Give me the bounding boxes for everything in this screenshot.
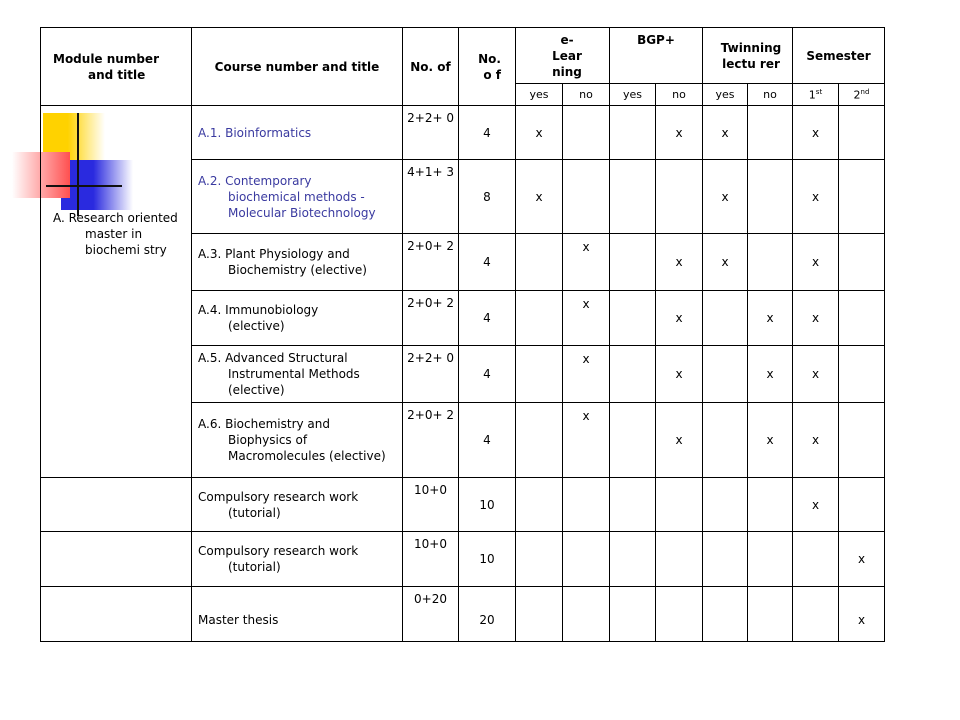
- bgp-no-cell: [656, 160, 703, 234]
- subheader-el-yes: yes: [516, 84, 563, 106]
- el-yes-cell: [516, 291, 563, 346]
- sem1-cell: x: [793, 160, 839, 234]
- empty-cell: [703, 587, 748, 642]
- course-research-1: Compulsory research work (tutorial): [192, 478, 403, 532]
- table-header-row: [41, 28, 885, 84]
- sem1-cell: x: [793, 478, 839, 532]
- header-elearning: e- Lear ning: [516, 28, 610, 84]
- sem1-cell: x: [793, 346, 839, 403]
- hours-a4: 2+0+ 2: [403, 291, 459, 346]
- tw-no-cell: x: [748, 403, 793, 478]
- bgp-no-cell: x: [656, 403, 703, 478]
- empty-cell: [610, 478, 656, 532]
- course-a4: A.4. Immunobiology (elective): [192, 291, 403, 346]
- sem1-cell: x: [793, 403, 839, 478]
- hours-a2: 4+1+ 3: [403, 160, 459, 234]
- bgp-no-cell: x: [656, 234, 703, 291]
- el-yes-cell: [516, 346, 563, 403]
- subheader-sem1: 1st: [793, 84, 839, 106]
- module-a-cell: A. Research oriented master in biochemi stry: [41, 106, 192, 478]
- tw-yes-cell: [703, 346, 748, 403]
- header-no-of-2: No. o f: [459, 28, 516, 106]
- el-no-cell: x: [563, 234, 610, 291]
- hours-research-1: 10+0: [403, 478, 459, 532]
- sem2-cell: [839, 291, 885, 346]
- empty-cell: [516, 532, 563, 587]
- el-no-cell: x: [563, 346, 610, 403]
- subheader-bgp-no: no: [656, 84, 703, 106]
- sem2-cell: x: [839, 532, 885, 587]
- tw-yes-cell: x: [703, 106, 748, 160]
- table-row: [41, 478, 885, 532]
- tw-yes-cell: [703, 291, 748, 346]
- header-bgp: BGP+: [610, 28, 703, 84]
- el-yes-cell: [516, 403, 563, 478]
- el-no-cell: x: [563, 291, 610, 346]
- subheader-bgp-yes: yes: [610, 84, 656, 106]
- table-row: [41, 532, 885, 587]
- bgp-yes-cell: [610, 346, 656, 403]
- hours-a6: 2+0+ 2: [403, 403, 459, 478]
- header-no-of: No. of: [403, 28, 459, 106]
- empty-cell: [516, 478, 563, 532]
- course-a6: A.6. Biochemistry and Biophysics of Macromolecules (elective): [192, 403, 403, 478]
- course-a1: A.1. Bioinformatics: [192, 106, 403, 160]
- course-master-thesis: Master thesis: [192, 587, 403, 642]
- tw-no-cell: x: [748, 291, 793, 346]
- sem1-cell: [793, 587, 839, 642]
- module-empty-cell: [41, 587, 192, 642]
- sem2-cell: [839, 234, 885, 291]
- el-no-cell: [563, 106, 610, 160]
- ects-a6: 4: [459, 403, 516, 478]
- bgp-no-cell: x: [656, 291, 703, 346]
- course-a2: A.2. Contemporary biochemical methods - Molecular Biotechnology: [192, 160, 403, 234]
- empty-cell: [610, 532, 656, 587]
- hours-a5: 2+2+ 0: [403, 346, 459, 403]
- sem1-cell: [793, 532, 839, 587]
- empty-cell: [563, 478, 610, 532]
- empty-cell: [703, 532, 748, 587]
- ects-a5: 4: [459, 346, 516, 403]
- sem1-cell: x: [793, 106, 839, 160]
- subheader-tw-no: no: [748, 84, 793, 106]
- header-module: Module number and title: [41, 28, 192, 106]
- empty-cell: [516, 587, 563, 642]
- tw-no-cell: [748, 160, 793, 234]
- sem2-cell: [839, 106, 885, 160]
- sem2-cell: [839, 346, 885, 403]
- header-semester: Semester: [793, 28, 885, 84]
- table-row: [41, 106, 885, 160]
- empty-cell: [748, 478, 793, 532]
- tw-yes-cell: x: [703, 234, 748, 291]
- el-no-cell: x: [563, 403, 610, 478]
- ects-a4: 4: [459, 291, 516, 346]
- header-twinning: Twinning lectu rer: [703, 28, 793, 84]
- el-yes-cell: [516, 234, 563, 291]
- tw-no-cell: [748, 106, 793, 160]
- subheader-el-no: no: [563, 84, 610, 106]
- ects-a2: 8: [459, 160, 516, 234]
- ects-a1: 4: [459, 106, 516, 160]
- hours-research-2: 10+0: [403, 532, 459, 587]
- empty-cell: [748, 587, 793, 642]
- empty-cell: [656, 587, 703, 642]
- empty-cell: [656, 532, 703, 587]
- ects-a3: 4: [459, 234, 516, 291]
- module-course-table: [40, 27, 885, 642]
- tw-yes-cell: x: [703, 160, 748, 234]
- tw-no-cell: [748, 234, 793, 291]
- tw-no-cell: x: [748, 346, 793, 403]
- subheader-sem2: 2nd: [839, 84, 885, 106]
- table-row: [41, 587, 885, 642]
- module-empty-cell: [41, 478, 192, 532]
- bgp-yes-cell: [610, 160, 656, 234]
- hours-master-thesis: 0+20: [403, 587, 459, 642]
- empty-cell: [656, 478, 703, 532]
- ects-master-thesis: 20: [459, 587, 516, 642]
- empty-cell: [748, 532, 793, 587]
- bgp-no-cell: x: [656, 106, 703, 160]
- hours-a1: 2+2+ 0: [403, 106, 459, 160]
- module-empty-cell: [41, 532, 192, 587]
- empty-cell: [563, 587, 610, 642]
- empty-cell: [610, 587, 656, 642]
- el-yes-cell: x: [516, 106, 563, 160]
- sem2-cell: [839, 160, 885, 234]
- bgp-yes-cell: [610, 291, 656, 346]
- sem1-cell: x: [793, 234, 839, 291]
- subheader-tw-yes: yes: [703, 84, 748, 106]
- course-research-2: Compulsory research work (tutorial): [192, 532, 403, 587]
- empty-cell: [703, 478, 748, 532]
- el-yes-cell: x: [516, 160, 563, 234]
- sem2-cell: [839, 403, 885, 478]
- course-a3: A.3. Plant Physiology and Biochemistry (elective): [192, 234, 403, 291]
- sem2-cell: [839, 478, 885, 532]
- sem1-cell: x: [793, 291, 839, 346]
- el-no-cell: [563, 160, 610, 234]
- ects-research-1: 10: [459, 478, 516, 532]
- bgp-no-cell: x: [656, 346, 703, 403]
- ects-research-2: 10: [459, 532, 516, 587]
- header-course: Course number and title: [192, 28, 403, 106]
- hours-a3: 2+0+ 2: [403, 234, 459, 291]
- bgp-yes-cell: [610, 234, 656, 291]
- tw-yes-cell: [703, 403, 748, 478]
- bgp-yes-cell: [610, 403, 656, 478]
- sem2-cell: x: [839, 587, 885, 642]
- bgp-yes-cell: [610, 106, 656, 160]
- course-a5: A.5. Advanced Structural Instrumental Methods (elective): [192, 346, 403, 403]
- empty-cell: [563, 532, 610, 587]
